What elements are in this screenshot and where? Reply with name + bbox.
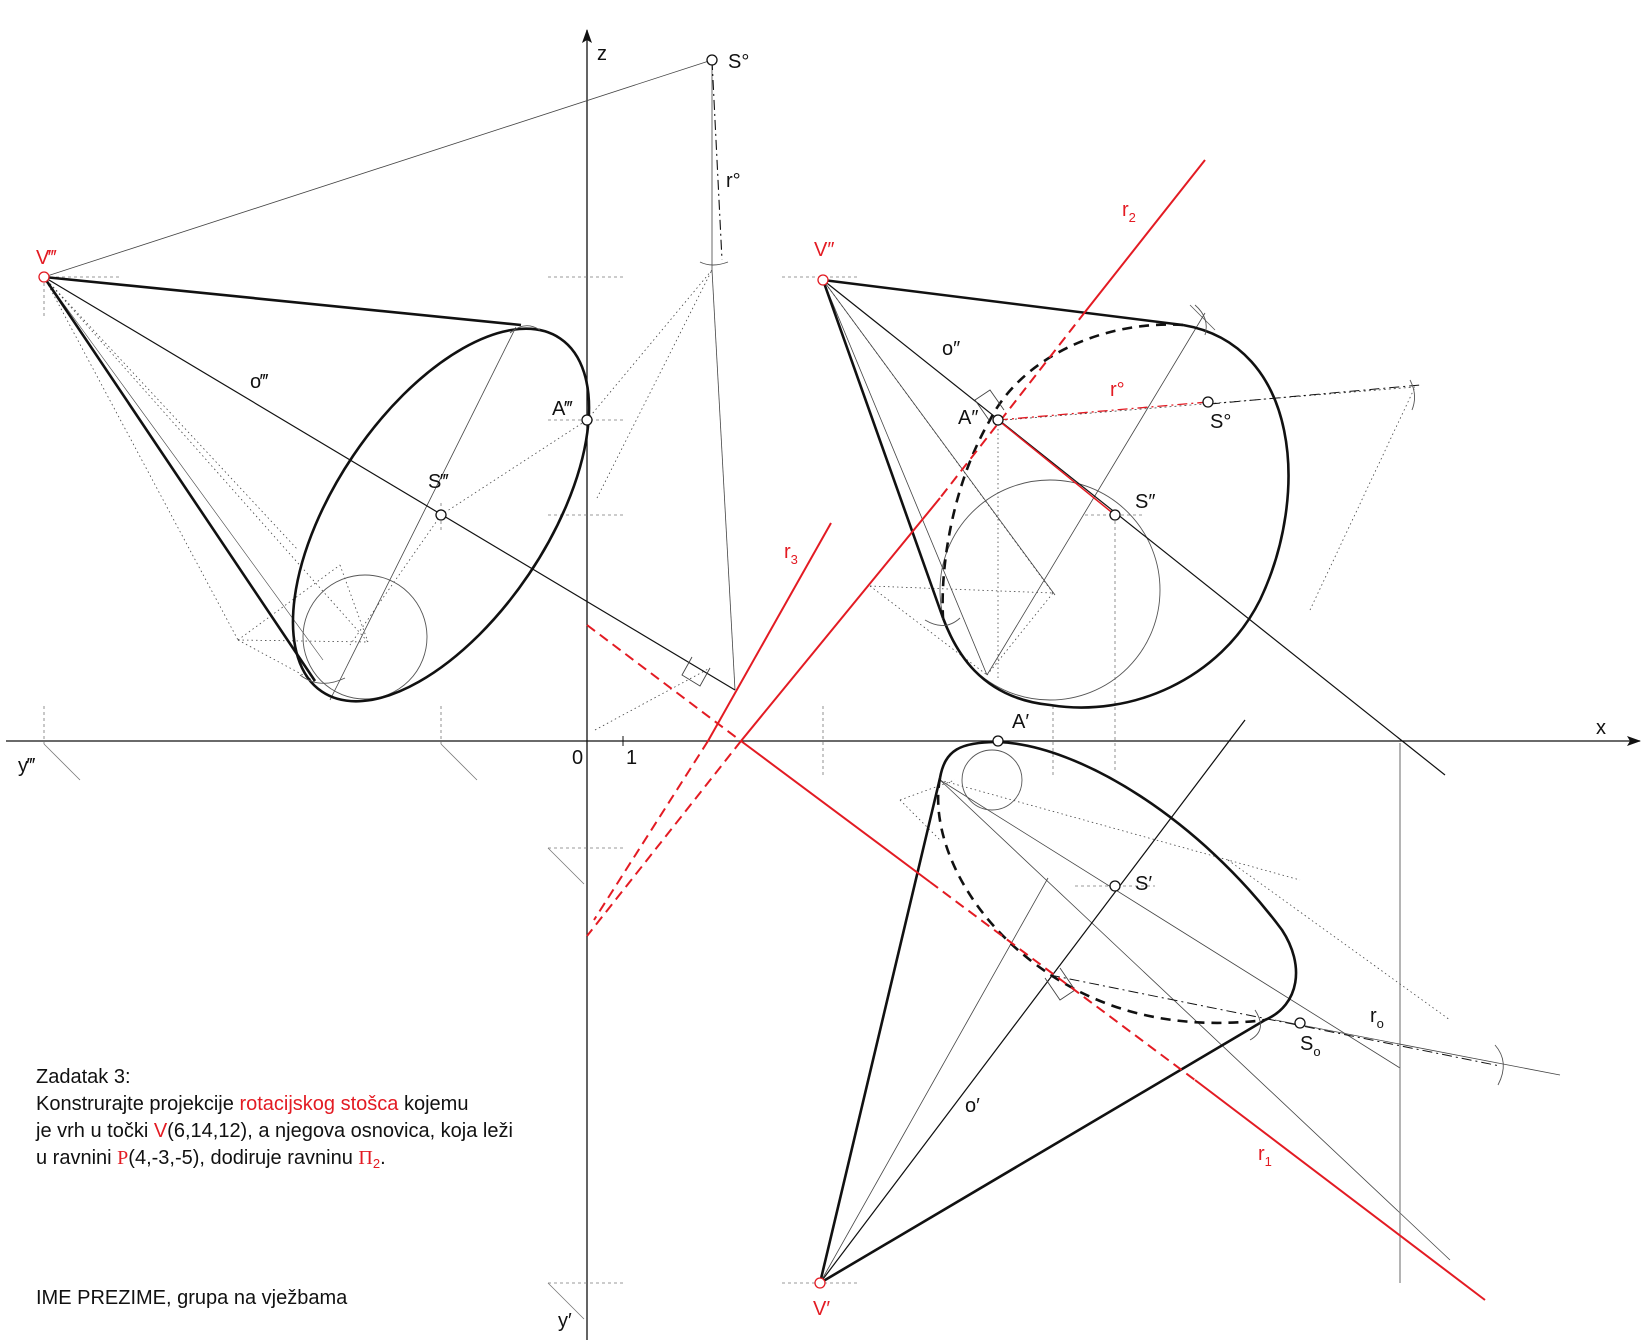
label-A-double: A″ (958, 407, 979, 429)
reference-slants (44, 744, 584, 1319)
label-A-prime: A′ (1012, 711, 1030, 733)
label-r3: $r_3$ (784, 541, 798, 567)
trace-r2-solid-lower (741, 498, 940, 741)
label-y-prime: y′ (558, 1310, 572, 1332)
label-r2: $r_2$ (1122, 199, 1136, 225)
label-r-circ-mid: r° (1110, 379, 1125, 401)
trace-r3-dashed (594, 741, 708, 920)
label-V-prime: V′ (813, 1298, 831, 1320)
label-r-circ-top: r° (726, 170, 741, 192)
task-title: Zadatak 3: (36, 1066, 131, 1088)
label-origin: 0 (572, 747, 584, 769)
point-A-prime (993, 736, 1003, 746)
cone-generator-right-top (820, 1020, 1265, 1283)
axis-o-prime (820, 720, 1245, 1283)
base-outline-top-solid (940, 742, 1296, 1020)
label-z: z (597, 43, 607, 65)
trace-r1-solid-a (741, 741, 930, 882)
point-V-double (818, 275, 828, 285)
task-line-1: Konstrurajte projekcije rotacijskog stošca kojemu (36, 1093, 469, 1115)
top-view (820, 720, 1503, 1283)
point-S-sub-o (1295, 1018, 1305, 1028)
label-o-prime: o′ (965, 1095, 980, 1117)
red-traces (587, 160, 1485, 1300)
label-o-double: o″ (942, 338, 961, 360)
trace-r-circ (998, 402, 1208, 420)
cone-generator-lower (44, 277, 315, 681)
label-y-triple: y‴ (18, 755, 36, 777)
point-V-prime (815, 1278, 825, 1288)
point-S-circ-top (707, 55, 717, 65)
label-S-circ-top: S° (728, 51, 750, 73)
task-line-3: u ravnini P(4,-3,-5), dodiruje ravninu $\Pi_2$. (36, 1147, 386, 1171)
trace-r1-solid-b (1195, 1080, 1485, 1300)
point-V-triple (39, 272, 49, 282)
trace-r2-dashed (940, 312, 1085, 498)
label-x: x (1596, 717, 1606, 739)
label-S-prime: S′ (1135, 873, 1153, 895)
label-unit: 1 (626, 747, 638, 769)
left-view (44, 262, 735, 751)
trace-r3-solid (708, 523, 831, 741)
task-description (36, 1064, 513, 1177)
point-S-prime (1110, 881, 1120, 891)
student-signature-line: IME PREZIME, grupa na vježbama (36, 1287, 348, 1309)
label-r-sub-o: $r_o$ (1370, 1005, 1384, 1031)
point-A-double (993, 415, 1003, 425)
point-S-triple (436, 510, 446, 520)
cone-generator-left-top (820, 778, 940, 1283)
label-r1: $r_1$ (1258, 1143, 1272, 1169)
label-S-double: S″ (1135, 491, 1156, 513)
label-S-triple: S‴ (428, 471, 449, 493)
axis-o-triple (44, 277, 735, 690)
label-A-triple: A‴ (552, 398, 573, 420)
point-S-double (1110, 510, 1120, 520)
trace-r2-dashed-lower (587, 741, 741, 936)
label-V-triple: V‴ (36, 247, 57, 269)
trace-r2-solid (1085, 160, 1205, 312)
trace-r1-dashed (587, 625, 741, 741)
point-A-triple (582, 415, 592, 425)
point-S-circ-mid (1203, 397, 1213, 407)
task-line-2: je vrh u točki V(6,14,12), a njegova osnovica, koja leži (36, 1120, 513, 1142)
label-S-circ-mid: S° (1210, 411, 1232, 433)
label-V-double: V″ (814, 239, 835, 261)
cone-generator-upper-front (823, 280, 1183, 325)
label-o-triple: o‴ (250, 371, 269, 393)
trace-r1-dashed-b (930, 882, 1195, 1080)
cone-generator-upper (44, 277, 521, 325)
label-S-sub-o: $S_o$ (1300, 1033, 1321, 1059)
